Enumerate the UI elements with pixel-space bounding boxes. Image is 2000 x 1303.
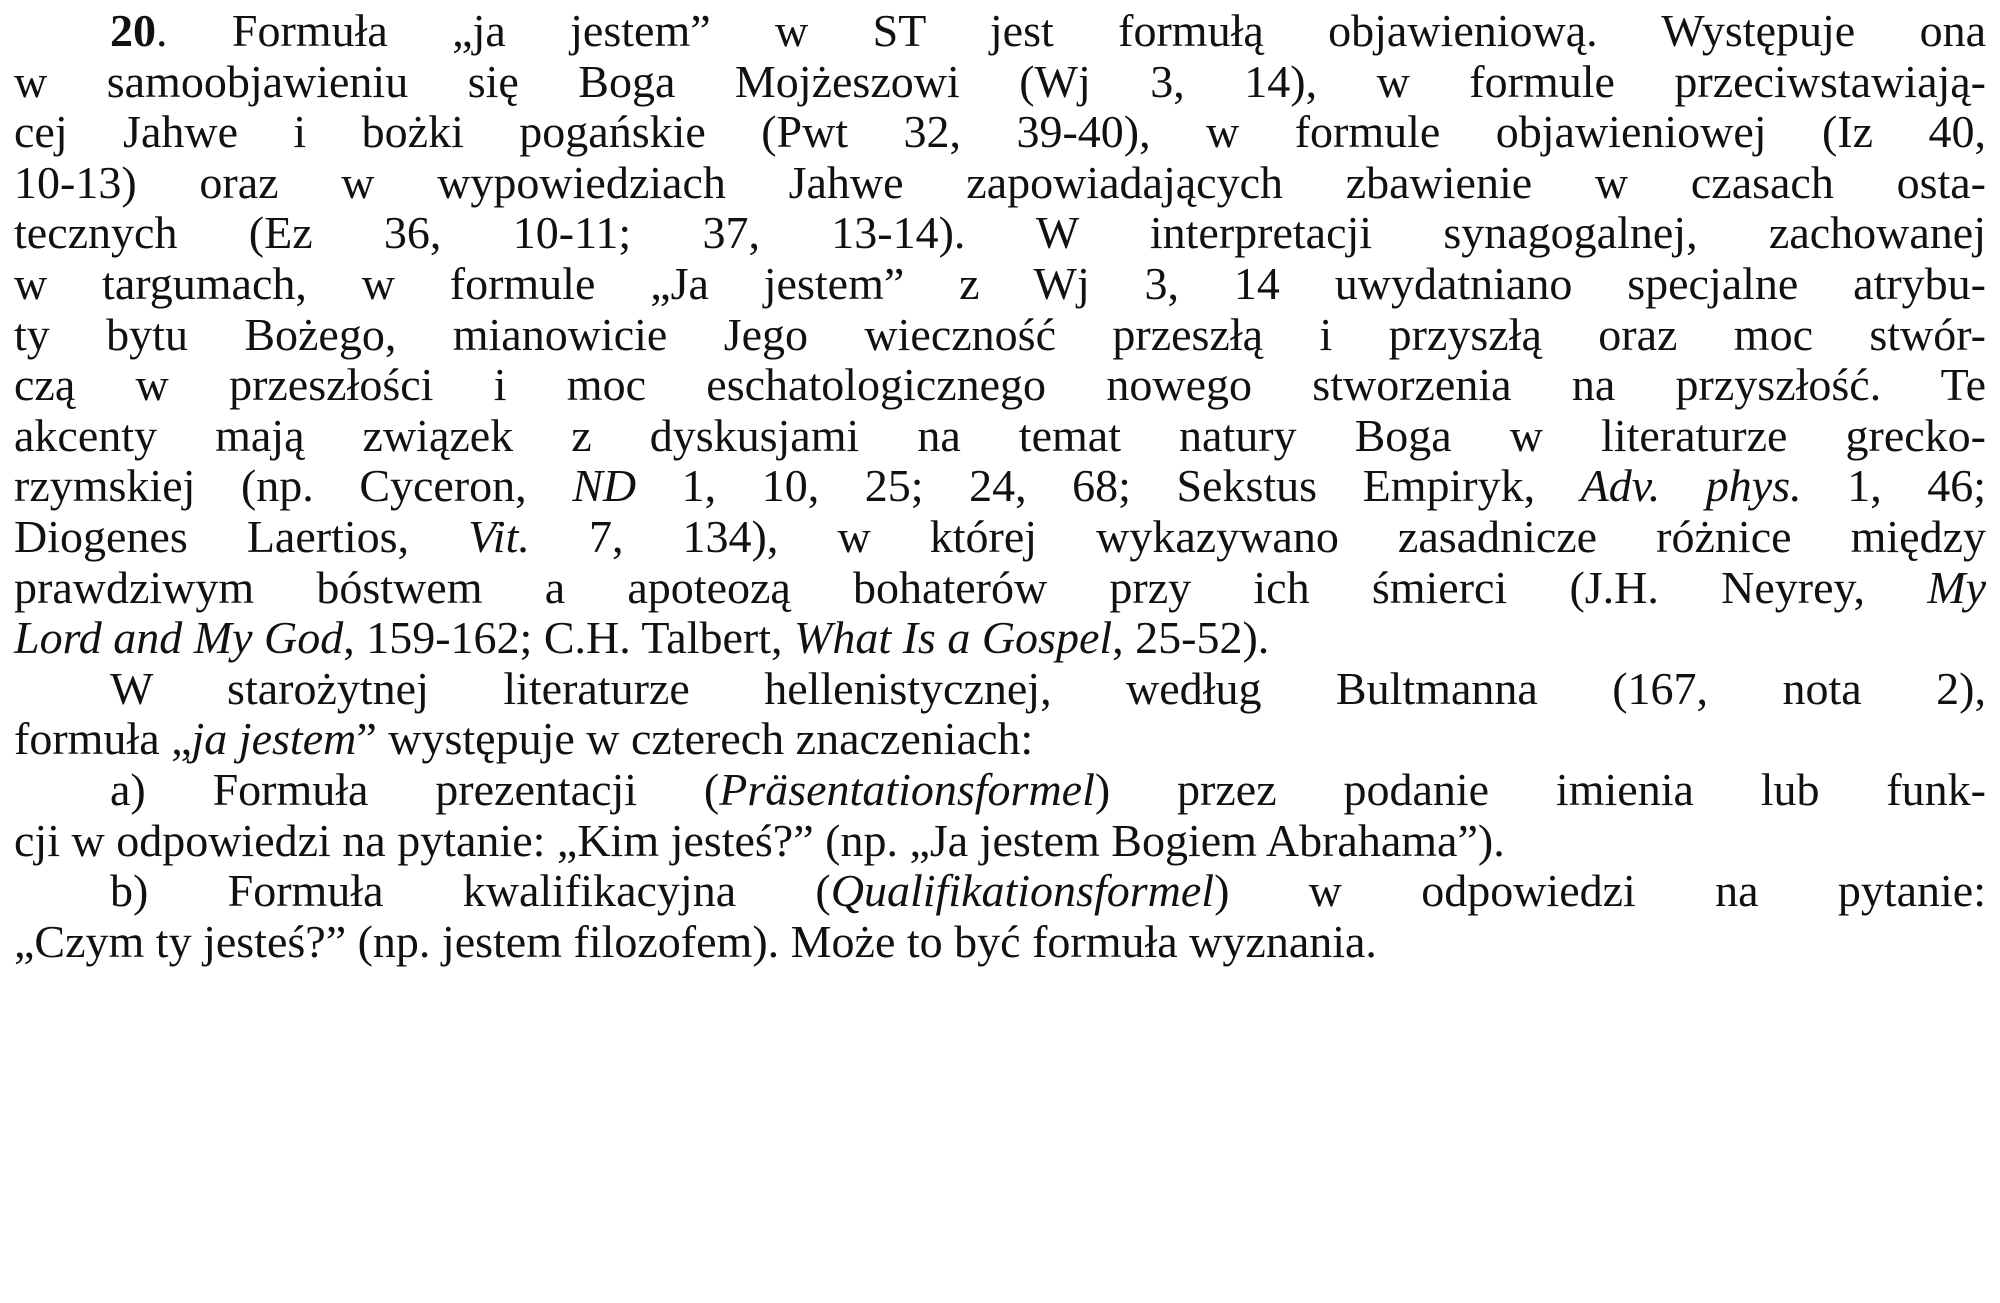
text-run: ) w odpowiedzi na pytanie: [1214, 865, 1986, 917]
text-line [14, 259, 1986, 310]
text-line [14, 411, 1986, 462]
italic-title: My [1927, 561, 1986, 613]
text-run: cej Jahwe i bożki pogańskie (Pwt 32, 39-40), w formule objawieniowej (Iz 40, [14, 106, 1986, 158]
italic-title: ND [572, 460, 637, 512]
text-run: 1, 46; [1801, 460, 1987, 512]
text-line [14, 360, 1986, 411]
text-run: , 25-52). [1112, 612, 1270, 664]
document-body [14, 6, 1986, 967]
text-run: 10-13) oraz w wypowiedziach Jahwe zapowiadających zbawienie w czasach osta- [14, 156, 1986, 208]
text-run: b) Formuła kwalifikacyjna ( [110, 865, 831, 917]
text-run: . Formuła „ja jestem” w ST jest formułą objawieniową. Występuje ona [156, 5, 1986, 56]
text-line [14, 917, 1986, 968]
document-page [14, 0, 1986, 967]
italic-title: What Is a Gospel [794, 612, 1113, 664]
text-line [14, 816, 1986, 867]
text-line [14, 310, 1986, 361]
italic-title: ja jestem [191, 713, 357, 765]
text-run: czą w przeszłości i moc eschatologicznego nowego stworzenia na przyszłość. Te [14, 359, 1986, 411]
text-run: W starożytnej literaturze hellenistycznej, według Bultmanna (167, nota 2), [110, 662, 1986, 714]
italic-title: Lord and My God [14, 612, 344, 664]
text-line [14, 6, 1986, 57]
text-line [14, 57, 1986, 108]
text-run: a) Formuła prezentacji ( [110, 763, 720, 815]
text-run: ty bytu Bożego, mianowicie Jego wieczność przeszłą i przyszłą oraz moc stwór- [14, 308, 1986, 360]
text-line [14, 208, 1986, 259]
text-run: tecznych (Ez 36, 10-11; 37, 13-14). W interpretacji synagogalnej, zachowanej [14, 207, 1986, 259]
section-number: 20 [110, 5, 156, 56]
text-run: rzymskiej (np. Cyceron, [14, 460, 573, 512]
text-run: , 159-162; C.H. Talbert, [343, 612, 795, 664]
paragraph-p1 [14, 6, 1986, 664]
italic-title: Adv. phys. [1580, 460, 1802, 512]
text-run: 1, 10, 25; 24, 68; Sekstus Empiryk, [636, 460, 1581, 512]
text-run: cji w odpowiedzi na pytanie: „Kim jesteś?” (np. „Ja jestem Bogiem Abrahama”). [14, 814, 1505, 866]
paragraph-p2 [14, 664, 1986, 765]
text-run: „Czym ty jesteś?” (np. jestem filozofem). Może to być formuła wyznania. [14, 915, 1377, 967]
text-run: akcenty mają związek z dyskusjami na temat natury Boga w literaturze grecko- [14, 409, 1986, 461]
text-run: 7, 134), w której wykazywano zasadnicze różnice między [529, 510, 1987, 562]
text-run: w samoobjawieniu się Boga Mojżeszowi (Wj 3, 14), w formule przeciwstawiają- [14, 55, 1986, 107]
text-run: w targumach, w formule „Ja jestem” z Wj 3, 14 uwydatniano specjalne atrybu- [14, 257, 1986, 309]
paragraph-p3 [14, 765, 1986, 866]
text-run: Diogenes Laertios, [14, 510, 469, 562]
italic-title: Präsentationsformel [719, 763, 1095, 815]
text-run: ) przez podanie imienia lub funk- [1094, 763, 1986, 815]
text-line [14, 512, 1986, 563]
text-line [14, 461, 1986, 512]
text-line [14, 765, 1986, 816]
text-line [14, 866, 1986, 917]
text-run: formuła „ [14, 713, 192, 765]
italic-title: Vit. [468, 510, 530, 562]
text-line [14, 107, 1986, 158]
text-run: prawdziwym bóstwem a apoteozą bohaterów przy ich śmierci (J.H. Neyrey, [14, 561, 1928, 613]
italic-title: Qualifikationsformel [830, 865, 1215, 917]
text-line [14, 613, 1986, 664]
text-line [14, 664, 1986, 715]
text-line [14, 563, 1986, 614]
text-line [14, 158, 1986, 209]
text-line [14, 714, 1986, 765]
paragraph-p4 [14, 866, 1986, 967]
text-run: ” występuje w czterech znaczeniach: [356, 713, 1034, 765]
